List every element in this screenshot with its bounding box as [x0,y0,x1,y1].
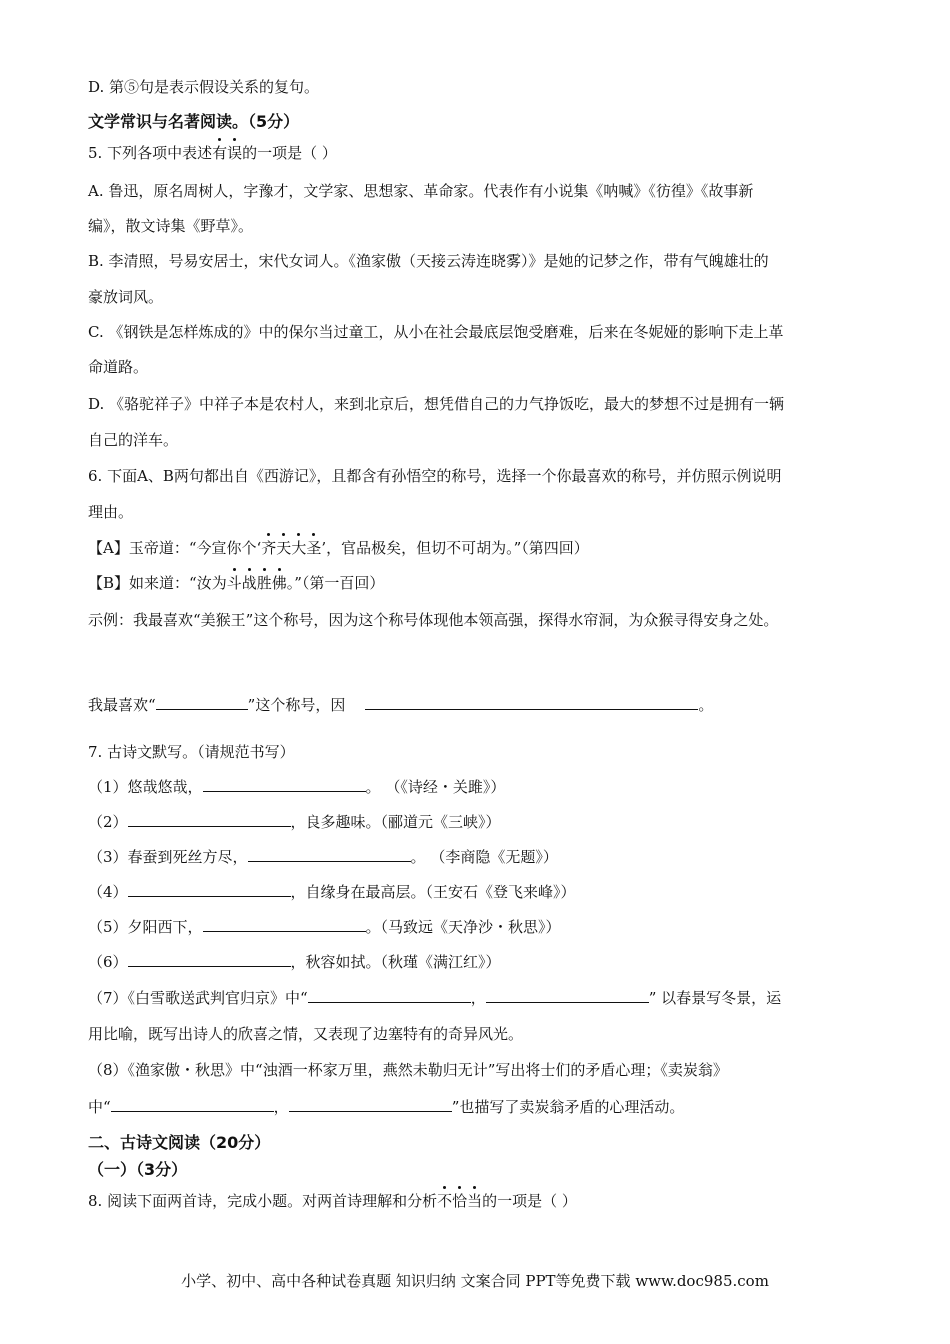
text-segment: 5. 下列各项中表述 [88,144,213,162]
question-7-title: 7. 古诗文默写。（请规范书写） [88,743,295,761]
answer-blank[interactable] [128,882,291,897]
answer-blank[interactable] [111,1097,274,1112]
text-segment: 。 （李商隐《无题》） [410,848,558,866]
q7-item-1 [88,777,505,797]
text-segment: 8. 阅读下面两首诗，完成小题。对两首诗理解和分析 [88,1192,438,1210]
text-segment: 的一项是（ ） [242,144,337,162]
section-heading-poetry: 二、古诗文阅读（20分） [88,1133,271,1152]
text-segment: 。 [698,696,714,714]
text-segment: ， [273,1098,289,1116]
q7-item-7-cont: 用比喻，既写出诗人的欣喜之情，又表现了边塞特有的奇异风光。 [88,1025,524,1043]
text-segment: ，自缘身在最高层。（王安石《登飞来峰》） [290,883,576,901]
q5-option-b-line1: B. 李清照，号易安居士，宋代女词人。《渔家傲（天接云涛连晓雾）》是她的记梦之作，带有气魄雄壮的 [88,252,769,270]
q5-option-c-line2: 命道路。 [88,358,149,376]
answer-blank[interactable] [486,988,649,1003]
q7-item-3 [88,847,558,867]
q7-item-8-cont [88,1097,684,1117]
q5-option-a-line1: A. 鲁迅，原名周树人，字豫才，文学家、思想家、革命家。代表作有小说集《呐喊》《彷徨》《故事新 [88,182,754,200]
q6-answer-line [88,695,713,715]
text-segment: 的一项是（ ） [482,1192,577,1210]
option-d-q4: D. 第⑤句是表示假设关系的复句。 [88,78,320,96]
text-segment: 。”（第一百回） [286,574,385,592]
answer-blank[interactable] [248,847,411,862]
text-segment: 。（马致远《天净沙・秋思》） [365,918,561,936]
answer-blank[interactable] [128,812,291,827]
q6-quote-a [88,538,589,558]
question-6-line1: 6. 下面A、B两句都出自《西游记》，且都含有孙悟空的称号，选择一个你最喜欢的称号，并仿照示例说明 [88,467,782,485]
text-segment: （3）春蚕到死丝方尽， [88,848,248,866]
q7-item-8: （8）《渔家傲・秋思》中“浊酒一杯家万里，燕然未勒归无计”写出将士们的矛盾心理；《卖炭翁》 [88,1061,728,1079]
answer-blank[interactable] [308,988,471,1003]
q5-option-b-line2: 豪放词风。 [88,288,164,306]
question-5-stem [88,143,337,163]
emphasis-char: 不 [437,1192,453,1210]
q6-quote-b [88,573,384,593]
text-segment: 【B】如来道：“汝为 [88,574,227,592]
answer-blank[interactable] [289,1097,452,1112]
text-segment: 我最喜欢“ [88,696,156,714]
emphasis-char: 圣 [306,539,322,557]
q5-option-a-line2: 编》，散文诗集《野草》。 [88,217,254,235]
question-8-stem [88,1191,577,1211]
emphasis-char: 胜 [256,574,272,592]
page-footer: 小学、初中、高中各种试卷真题 知识归纳 文案合同 PPT等免费下载 www.doc985.com [181,1272,769,1290]
q7-item-7 [88,988,781,1008]
emphasis-char: 战 [241,574,257,592]
question-6-line2: 理由。 [88,503,134,521]
emphasis-char: 大 [291,539,307,557]
emphasis-char: 误 [227,144,243,162]
emphasis-char: 斗 [226,574,242,592]
text-segment: ” 以春景写冬景，运 [648,989,782,1007]
text-segment: 【A】玉帝道：“今宣你个‘ [88,539,262,557]
answer-blank[interactable] [203,777,366,792]
emphasis-char: 佛 [271,574,287,592]
text-segment: ”这个称号，因 [247,696,346,714]
text-segment: （6） [88,953,128,971]
q5-option-c-line1: C. 《钢铁是怎样炼成的》中的保尔当过童工，从小在社会最底层饱受磨难，后来在冬妮娅的影响下走上革 [88,323,784,341]
emphasis-char: 当 [467,1192,483,1210]
text-segment: 。 （《诗经・关雎》） [365,778,506,796]
text-segment: ， [470,989,486,1007]
q5-option-d-line2: 自己的洋车。 [88,431,179,449]
q7-item-4 [88,882,576,902]
q6-example: 示例：我最喜欢“美猴王”这个称号，因为这个称号体现他本领高强，探得水帘洞，为众猴寻得安身之处。 [88,611,779,629]
text-segment: （7）《白雪歌送武判官归京》中“ [88,989,308,1007]
text-segment: ，秋容如拭。（秋瑾《满江红》） [290,953,501,971]
text-segment: 中“ [88,1098,111,1116]
answer-blank[interactable] [365,695,698,710]
q7-item-2 [88,812,501,832]
answer-blank[interactable] [203,917,366,932]
answer-blank[interactable] [156,695,248,710]
text-segment: （4） [88,883,128,901]
text-segment: （1）悠哉悠哉， [88,778,203,796]
section-heading-literature: 文学常识与名著阅读。（5分） [88,112,300,131]
emphasis-char: 恰 [452,1192,468,1210]
q5-option-d-line1: D. 《骆驼祥子》中祥子本是农村人，来到北京后，想凭借自己的力气挣饭吃，最大的梦想不过是拥有一辆 [88,395,785,413]
text-segment: ，良多趣味。（郦道元《三峡》） [290,813,501,831]
text-segment: （5）夕阳西下， [88,918,203,936]
q7-item-6 [88,952,501,972]
answer-blank[interactable] [128,952,291,967]
emphasis-char: 齐 [261,539,277,557]
text-segment: （2） [88,813,128,831]
text-segment: ”也描写了卖炭翁矛盾的心理活动。 [451,1098,685,1116]
q7-item-5 [88,917,561,937]
text-segment: ’，官品极矣，但切不可胡为。”（第四回） [321,539,589,557]
emphasis-char: 有 [212,144,228,162]
subsection-heading: （一）（3分） [88,1160,188,1179]
emphasis-char: 天 [276,539,292,557]
